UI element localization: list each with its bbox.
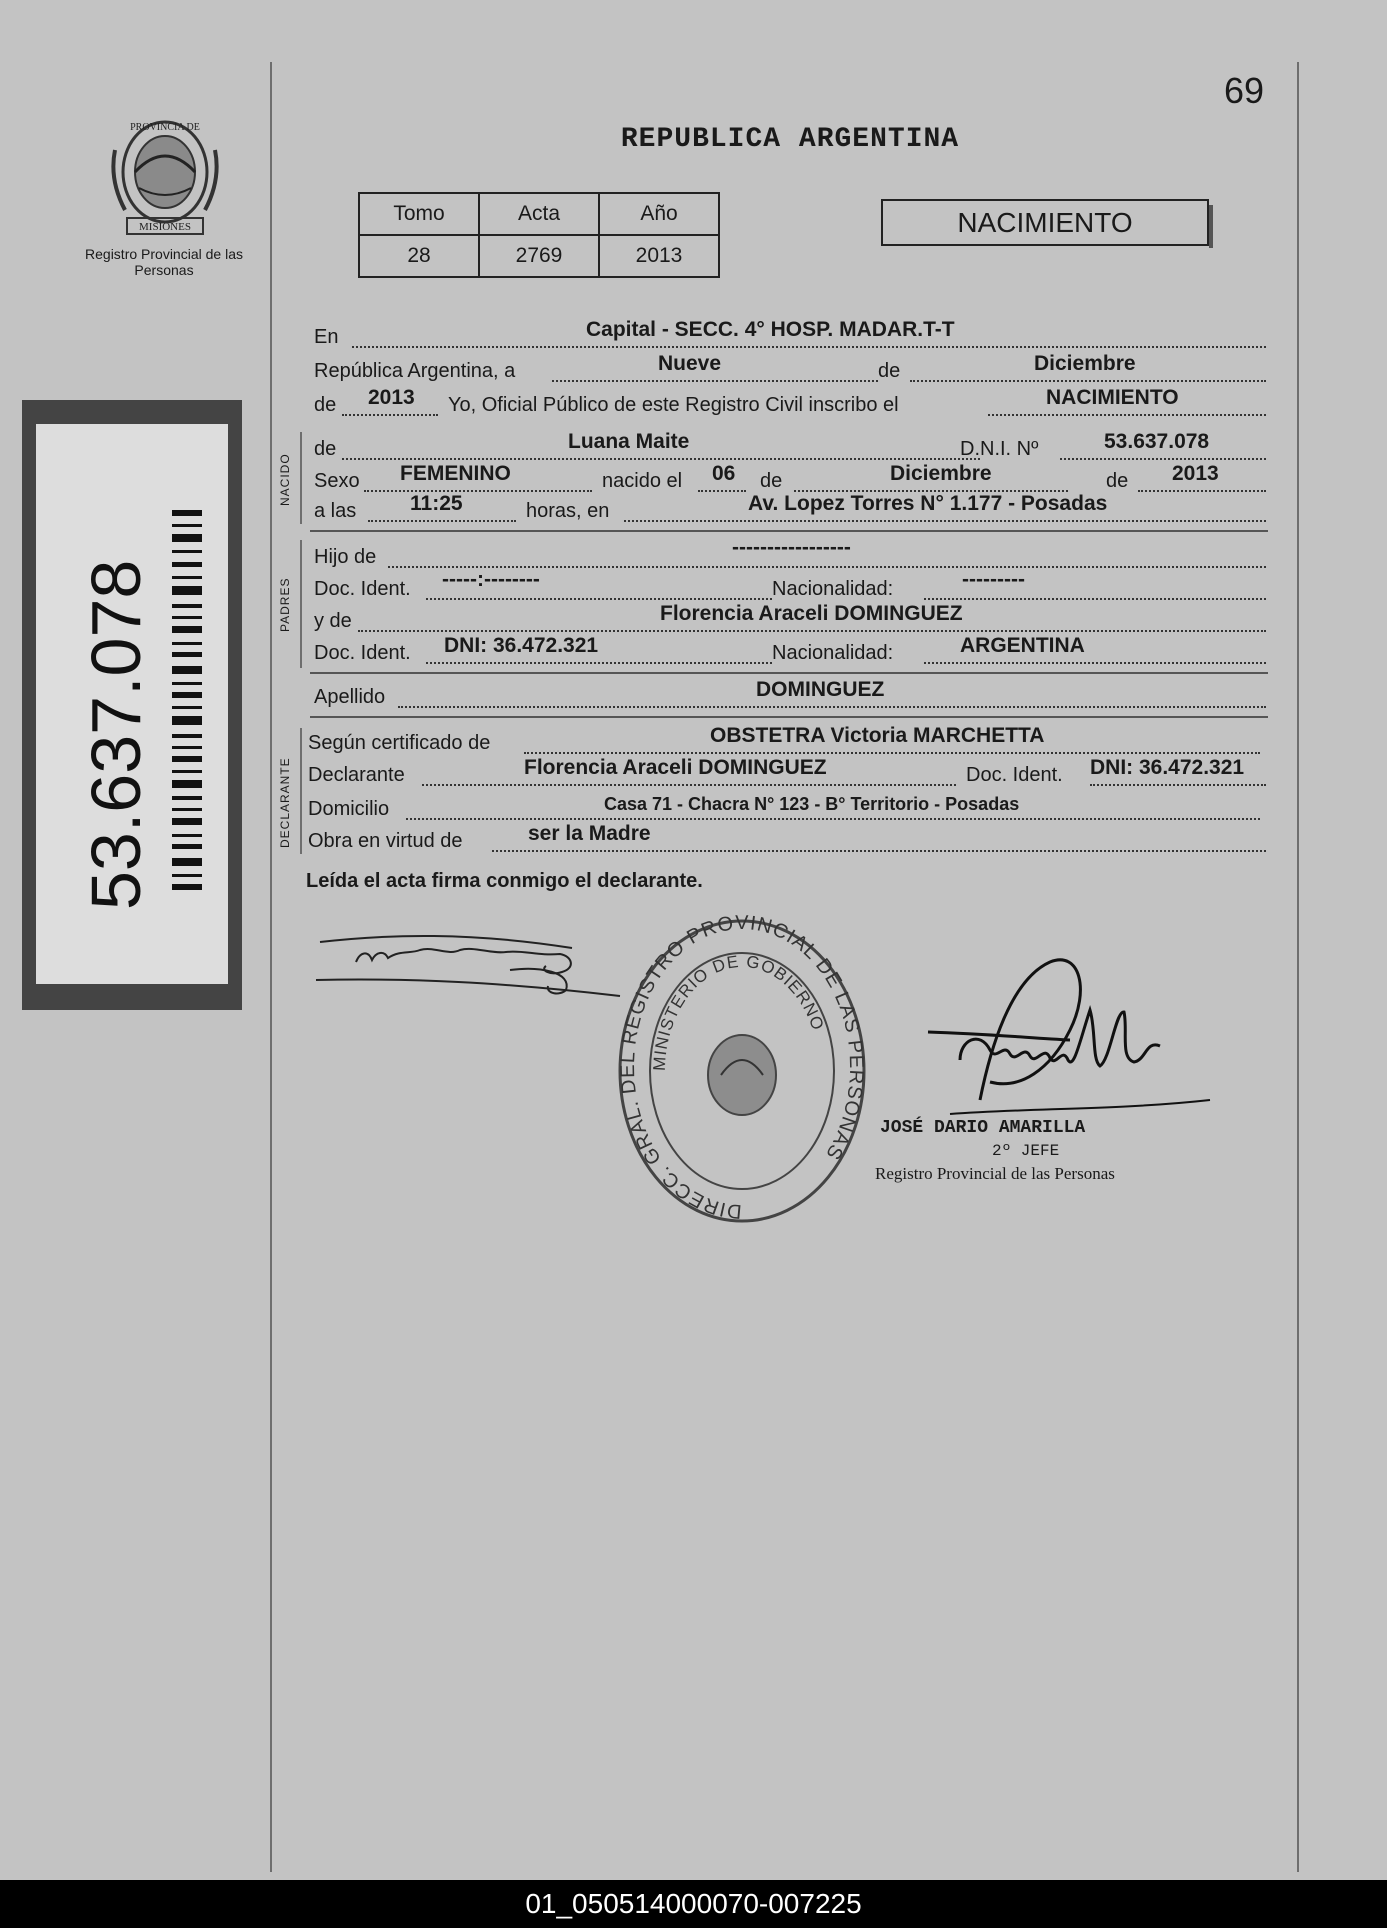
label-doc-ident: Doc. Ident. <box>314 578 411 600</box>
value-padre-nac: --------- <box>962 568 1025 591</box>
label-hijo-de: Hijo de <box>314 546 377 568</box>
value-madre-nac: ARGENTINA <box>960 634 1085 657</box>
value-tipo: NACIMIENTO <box>1046 386 1179 409</box>
row-apellido <box>312 678 1268 712</box>
row-lugar <box>312 318 1268 352</box>
value-apellido: DOMINGUEZ <box>756 678 885 701</box>
label-dni: D.N.I. Nº <box>960 438 1039 460</box>
barcode-panel <box>22 400 242 1010</box>
label-yo: Yo, Oficial Público de este Registro Civil inscribo el <box>448 394 899 416</box>
registry-header-tomo: Tomo <box>359 193 479 235</box>
section-label-padres: PADRES <box>278 577 292 632</box>
official-name: JOSÉ DARIO AMARILLA <box>880 1118 1086 1138</box>
value-anio-nac: 2013 <box>1172 462 1219 485</box>
label-nacionalidad2: Nacionalidad: <box>772 642 894 664</box>
label-doc-ident3: Doc. Ident. <box>966 764 1063 786</box>
svg-text:PROVINCIA DE: PROVINCIA DE <box>130 122 200 133</box>
value-domicilio: Casa 71 - Chacra N° 123 - B° Territorio - Posadas <box>604 794 1020 814</box>
value-mes-registro: Diciembre <box>1034 352 1136 375</box>
barcode-number: 53.637.078 <box>77 559 155 910</box>
value-mes-nac: Diciembre <box>890 462 992 485</box>
label-declarante: Declarante <box>308 764 405 786</box>
right-margin-line <box>1297 62 1299 1872</box>
registry-value-anio: 2013 <box>599 235 719 277</box>
row-hora <box>312 492 1268 526</box>
value-madre: Florencia Araceli DOMINGUEZ <box>660 602 963 625</box>
value-padre-doc: -----:-------- <box>442 568 540 591</box>
label-de3: de <box>760 470 783 492</box>
row-certificado <box>308 724 1268 758</box>
label-a-las: a las <box>314 500 357 522</box>
label-nacido-el: nacido el <box>602 470 683 492</box>
closing-statement: Leída el acta firma conmigo el declarante. <box>306 870 703 892</box>
value-anio-registro: 2013 <box>368 386 415 409</box>
declarant-signature-icon <box>310 920 630 1020</box>
row-anio <box>312 386 1268 420</box>
stamp-inner-text: MINISTERIO DE GOBIERNO <box>649 951 828 1072</box>
registry-table <box>358 192 720 278</box>
row-padre-doc <box>312 568 1268 604</box>
row-madre <box>312 602 1268 636</box>
value-declarante-doc: DNI: 36.472.321 <box>1090 756 1245 779</box>
label-de: de <box>878 360 901 382</box>
value-dni: 53.637.078 <box>1104 430 1210 453</box>
section-label-nacido: NACIDO <box>278 453 292 506</box>
value-certificado: OBSTETRA Victoria MARCHETTA <box>710 724 1045 747</box>
registry-header-acta: Acta <box>479 193 599 235</box>
document-type-box: NACIMIENTO <box>881 199 1209 246</box>
value-hora: 11:25 <box>410 492 463 515</box>
value-declarante: Florencia Araceli DOMINGUEZ <box>524 756 827 779</box>
section-label-declarante: DECLARANTE <box>278 757 292 848</box>
value-obra: ser la Madre <box>528 822 651 845</box>
document-title: REPUBLICA ARGENTINA <box>620 124 960 155</box>
svg-text:MISIONES: MISIONES <box>139 221 191 233</box>
stamp-outer-text: DIRECC. GRAL. DEL REGISTRO PROVINCIAL DE LAS PERSONAS <box>616 915 868 1223</box>
label-nacionalidad: Nacionalidad: <box>772 578 894 600</box>
label-sexo: Sexo <box>314 470 360 492</box>
registry-header-anio: Año <box>599 193 719 235</box>
label-apellido: Apellido <box>314 686 386 708</box>
label-domicilio: Domicilio <box>308 798 390 820</box>
label-horas-en: horas, en <box>526 500 610 522</box>
official-office: Registro Provincial de las Personas <box>875 1164 1115 1183</box>
row-madre-doc <box>312 634 1268 668</box>
value-nombre: Luana Maite <box>568 430 690 453</box>
label-segun: Según certificado de <box>308 732 491 754</box>
official-stamp-icon <box>615 915 870 1227</box>
row-obra <box>308 822 1268 856</box>
value-madre-doc: DNI: 36.472.321 <box>444 634 599 657</box>
page-number: 69 <box>1224 70 1265 111</box>
registry-label: Registro Provincial de las Personas <box>85 246 243 278</box>
row-nombre <box>312 430 1268 464</box>
label-de-nombre: de <box>314 438 337 460</box>
label-republica: República Argentina, a <box>314 360 516 382</box>
label-de4: de <box>1106 470 1129 492</box>
registry-value-acta: 2769 <box>479 235 599 277</box>
registry-value-tomo: 28 <box>359 235 479 277</box>
value-padre: ----------------- <box>732 536 851 559</box>
province-seal-icon <box>105 110 225 250</box>
value-lugar-nac: Av. Lopez Torres N° 1.177 - Posadas <box>748 492 1108 515</box>
label-de2: de <box>314 394 337 416</box>
label-obra: Obra en virtud de <box>308 830 463 852</box>
row-domicilio <box>308 794 1268 824</box>
value-lugar: Capital - SECC. 4° HOSP. MADAR.T-T <box>586 318 955 341</box>
row-republica <box>312 352 1268 386</box>
label-en: En <box>314 326 339 348</box>
official-role: 2º JEFE <box>992 1142 1060 1160</box>
label-y-de: y de <box>314 610 352 632</box>
value-dia-nac: 06 <box>712 462 736 485</box>
official-signature-icon <box>920 950 1220 1130</box>
scan-footer: 01_050514000070-007225 <box>0 1880 1387 1928</box>
label-doc-ident2: Doc. Ident. <box>314 642 411 664</box>
value-sexo: FEMENINO <box>400 462 511 485</box>
left-margin-line <box>270 62 272 1872</box>
value-dia-registro: Nueve <box>658 352 722 375</box>
row-declarante <box>308 756 1268 790</box>
